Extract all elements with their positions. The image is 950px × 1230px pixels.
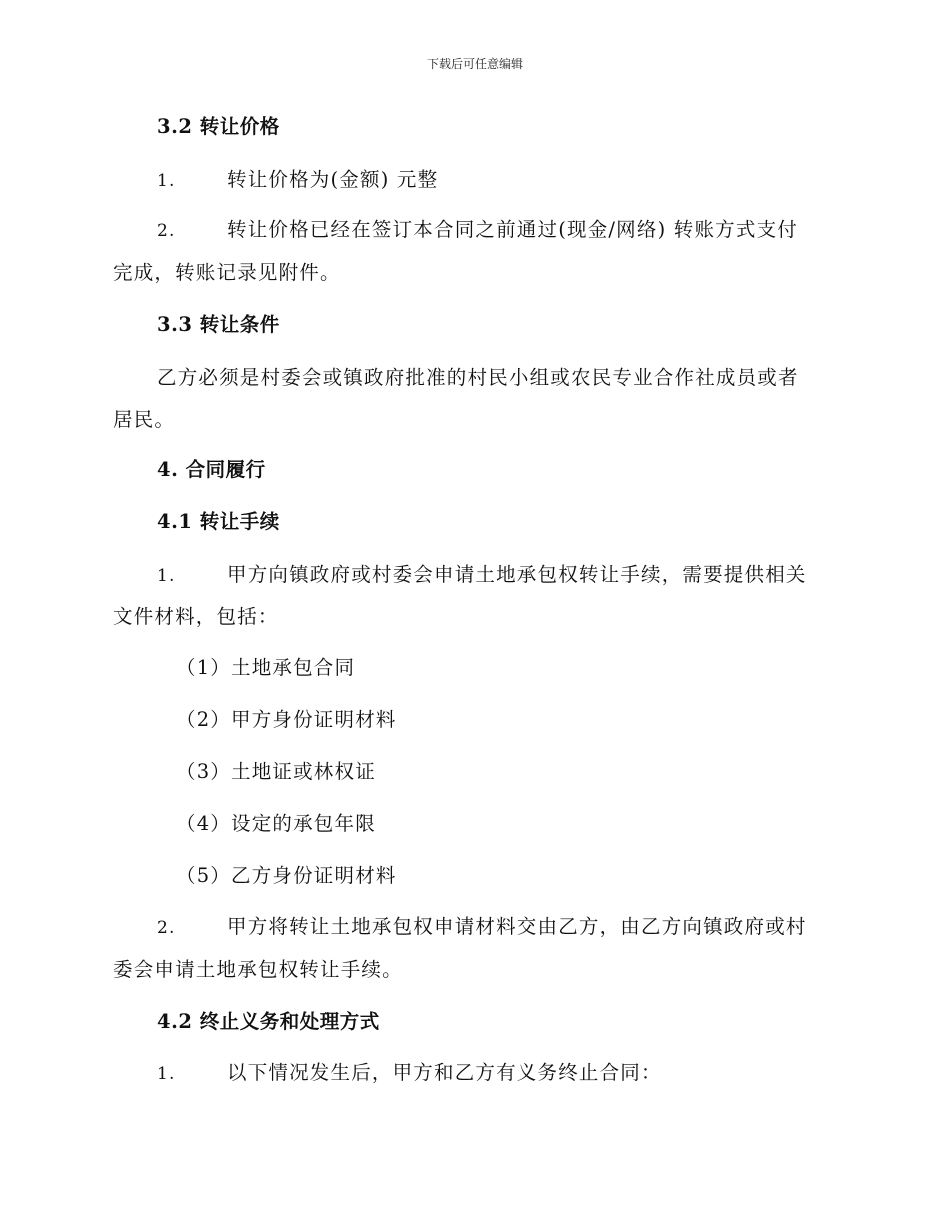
item-number: 2. xyxy=(157,221,176,241)
paragraph-continuation: 文件材料，包括： xyxy=(113,605,279,628)
sub-list-item: （2）甲方身份证明材料 xyxy=(176,708,397,731)
list-item xyxy=(157,216,798,245)
item-number: 1. xyxy=(157,171,176,191)
list-item xyxy=(157,1059,662,1088)
section-heading-4-2: 4.2 终止义务和处理方式 xyxy=(157,1010,380,1033)
item-number: 1. xyxy=(157,566,176,586)
item-text: 甲方将转让土地承包权申请材料交由乙方，由乙方向镇政府或村 xyxy=(227,915,807,938)
paragraph: 乙方必须是村委会或镇政府批准的村民小组或农民专业合作社成员或者 xyxy=(157,366,799,389)
paragraph-continuation: 委会申请土地承包权转让手续。 xyxy=(113,958,403,981)
section-heading-3-2: 3.2 转让价格 xyxy=(157,115,280,138)
page-header: 下载后可任意编辑 xyxy=(426,57,523,71)
item-text: 转让价格已经在签订本合同之前通过(现金/网络) 转账方式支付 xyxy=(227,218,798,241)
section-heading-3-3: 3.3 转让条件 xyxy=(157,313,280,336)
sub-list-item: （5）乙方身份证明材料 xyxy=(176,864,397,887)
list-item xyxy=(157,561,807,590)
sub-list-item: （1）土地承包合同 xyxy=(176,656,356,679)
paragraph-continuation: 完成，转账记录见附件。 xyxy=(113,261,341,284)
item-number: 1. xyxy=(157,1064,176,1084)
list-item xyxy=(157,913,807,942)
item-number: 2. xyxy=(157,918,176,938)
list-item xyxy=(157,166,438,195)
item-text: 以下情况发生后，甲方和乙方有义务终止合同： xyxy=(227,1061,662,1084)
section-heading-4-1: 4.1 转让手续 xyxy=(157,510,280,533)
sub-list-item: （3）土地证或林权证 xyxy=(176,760,376,783)
section-heading-4: 4. 合同履行 xyxy=(157,458,266,481)
sub-list-item: （4）设定的承包年限 xyxy=(176,812,376,835)
item-text: 转让价格为(金额) 元整 xyxy=(227,168,439,191)
item-text: 甲方向镇政府或村委会申请土地承包权转让手续，需要提供相关 xyxy=(227,563,807,586)
paragraph-continuation: 居民。 xyxy=(113,408,176,431)
